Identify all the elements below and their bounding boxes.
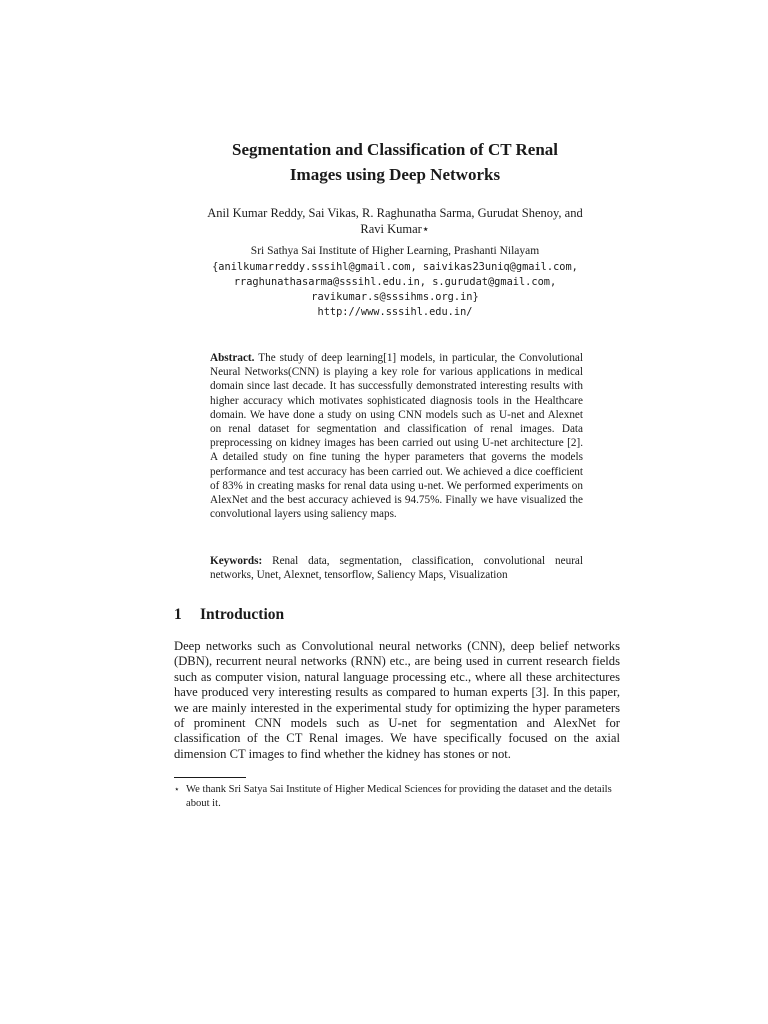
abstract-text: The study of deep learning[1] models, in particular, the Convolutional Neural Networks(CNN) is playing a key role for various applications in medical domain since last decade. It has successfully demonstrated interesting results with higher accuracy which motivates sophisticated diagnosis tools in the Healthcare domain. We have done a study on using CNN models such as U-net and Alexnet on renal dataset for segmentation and classification of renal images. Data preprocessing on kidney images has been carried out using U-net architecture [2]. A detailed study on fine tuning the hyper parameters that governs the models performance and test accuracy has been carried out. We achieved a dice coefficient of 83% in creating masks for renal data using u-net. We performed experiments on AlexNet and the best accuracy achieved is 94.75%. Finally we have visualized the convolutional layers using saliency maps.: [210, 352, 583, 521]
section-heading: [174, 606, 284, 624]
abstract: [210, 351, 583, 521]
title-line-2: Images using Deep Networks: [289, 165, 501, 184]
footnote: [174, 783, 620, 810]
footnote-divider: [174, 777, 246, 778]
abstract-label: Abstract.: [210, 352, 255, 364]
section-number: 1: [174, 606, 182, 623]
email-line: ravikumar.s@sssihms.org.in}: [311, 291, 479, 303]
contact-emails: [160, 260, 630, 320]
intro-paragraph: Deep networks such as Convolutional neural networks (CNN), deep belief networks (DBN), recurrent neural networks (RNN) etc., are being used in current research fields such as computer vision, natural language processing etc., where all these architectures have produced very interesting results as compared to human experts [3]. In this paper, we are mainly interested in the experimental study for optimizing the hyper parameters of prominent CNN models such as U-net for segmentation and AlexNet for classification of the CT Renal images. We have specifically focused on the axial dimension CT images to find whether the kidney has stones or not.: [174, 639, 620, 761]
author-list: [160, 205, 630, 237]
keywords-label: Keywords:: [210, 555, 263, 567]
authors-line-1: Anil Kumar Reddy, Sai Vikas, R. Raghunatha Sarma, Gurudat Shenoy, and: [207, 206, 583, 220]
website-url[interactable]: http://www.sssihl.edu.in/: [317, 306, 473, 318]
authors-line-2: Ravi Kumar⋆: [360, 222, 430, 236]
keywords: [210, 554, 583, 582]
paper-title: [150, 137, 640, 187]
section-title: Introduction: [200, 606, 285, 623]
footnote-text: We thank Sri Satya Sai Institute of Higher Medical Sciences for providing the dataset and the details about it.: [186, 784, 612, 809]
footnote-mark: ⋆: [174, 784, 180, 794]
affiliation: Sri Sathya Sai Institute of Higher Learning, Prashanti Nilayam: [250, 245, 540, 257]
keywords-text: Renal data, segmentation, classification, convolutional neural networks, Unet, Alexnet, tensorflow, Saliency Maps, Visualization: [210, 555, 583, 582]
email-line: {anilkumarreddy.sssihl@gmail.com, saivikas23uniq@gmail.com,: [212, 261, 578, 273]
title-line-1: Segmentation and Classification of CT Renal: [231, 140, 558, 159]
email-line: rraghunathasarma@sssihl.edu.in, s.gurudat@gmail.com,: [233, 276, 557, 288]
